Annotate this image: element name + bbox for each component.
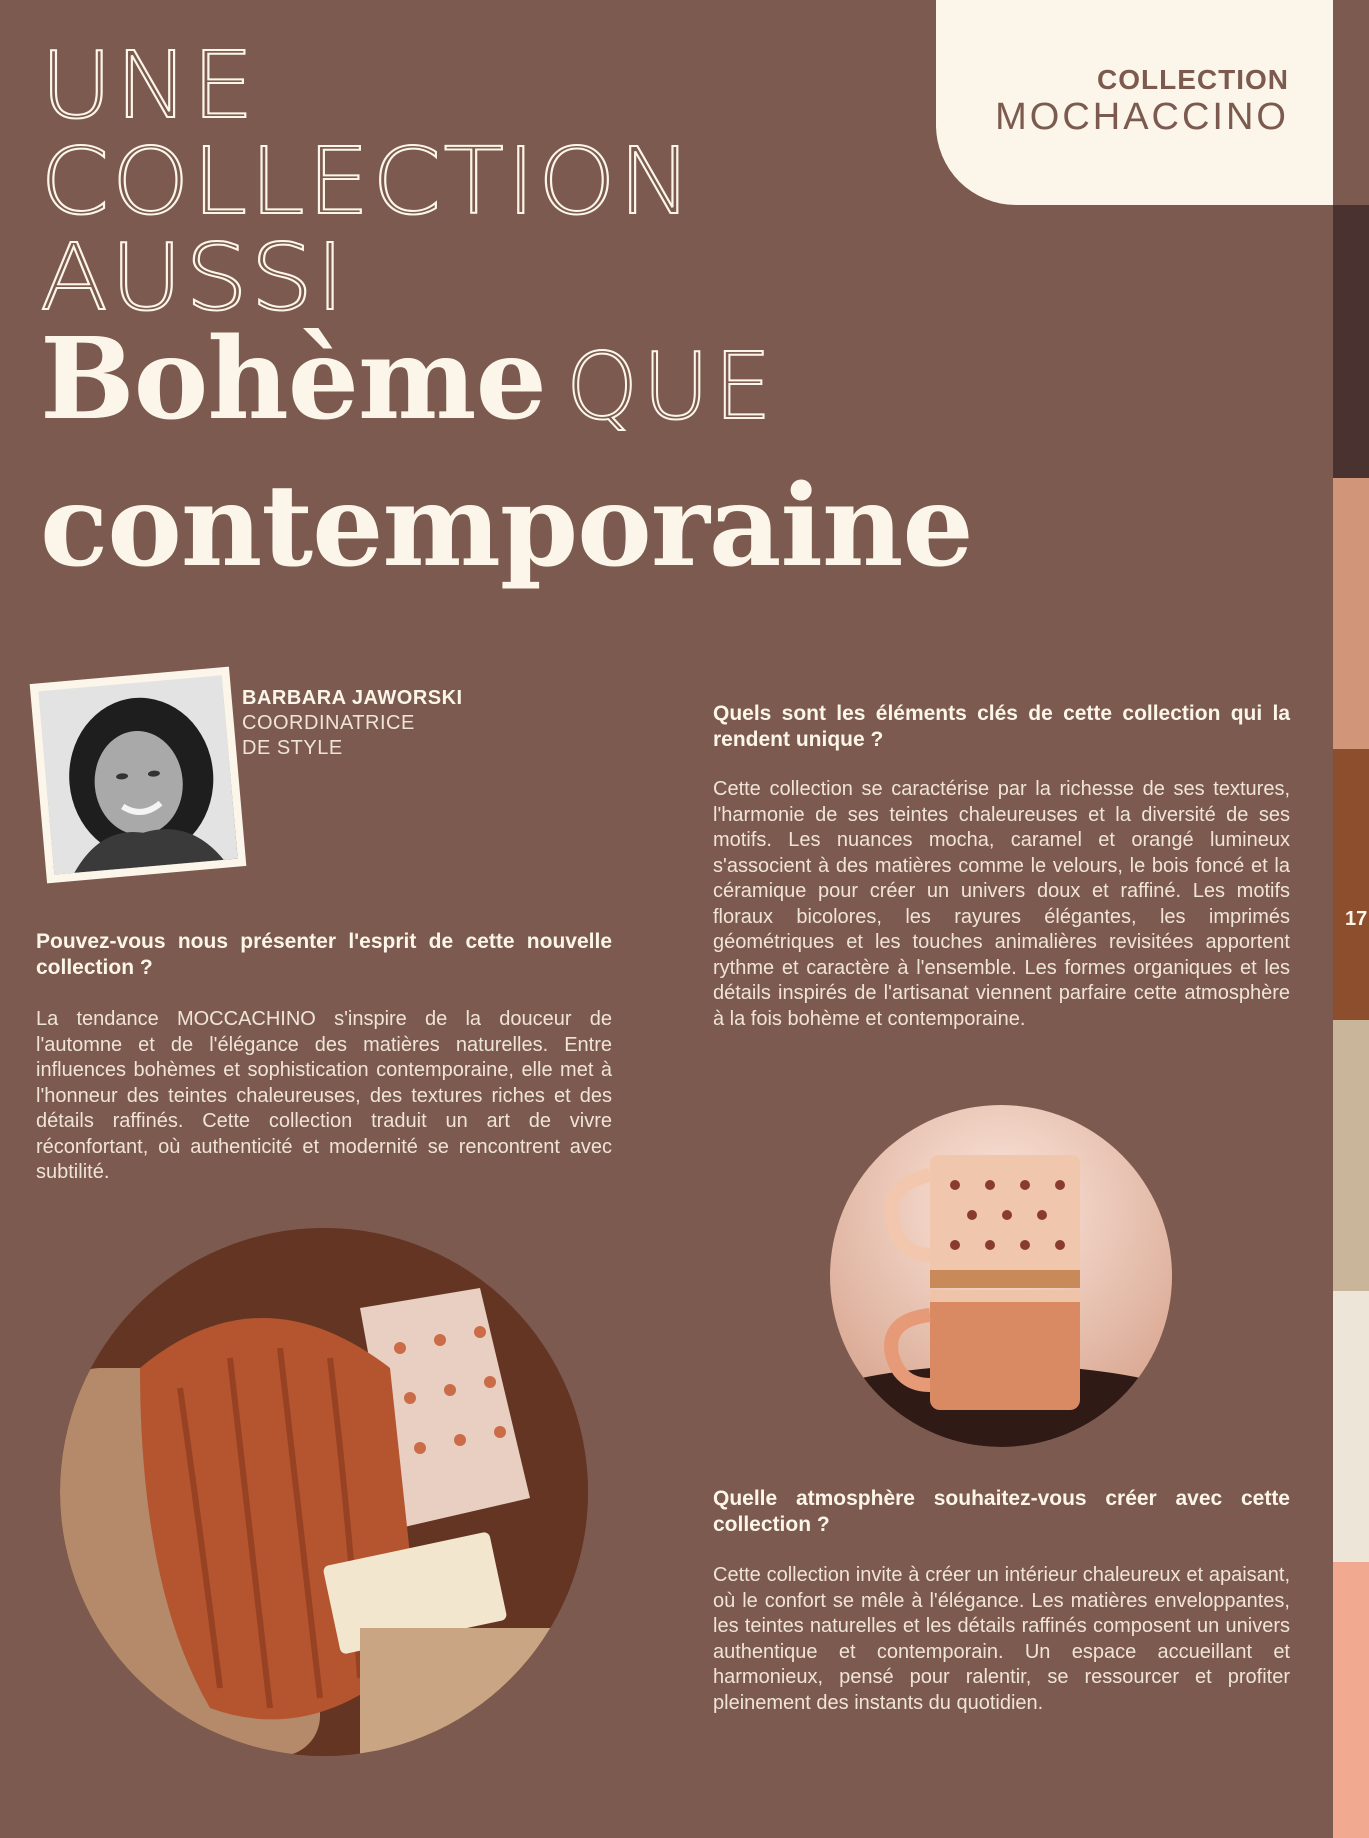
headline-bold-2: contemporaine	[40, 461, 973, 592]
question-2: Quels sont les éléments clés de cette collection qui la rendent unique ?	[713, 702, 1290, 751]
page-number: 17	[1345, 908, 1368, 930]
question-3: Quelle atmosphère souhaitez-vous créer avec cette collection ?	[713, 1487, 1290, 1536]
mugs-photo	[830, 1105, 1172, 1447]
swatch-4	[1333, 1020, 1369, 1291]
blanket-photo	[60, 1228, 588, 1756]
swatch-5	[1333, 1291, 1369, 1562]
author-role-line-2: DE STYLE	[242, 737, 343, 759]
author-photo-frame	[30, 667, 247, 884]
author-photo	[38, 675, 237, 874]
headline-bold-1: Bohème	[40, 314, 546, 445]
answer-1: La tendance MOCCACHINO s'inspire de la douceur de l'automne et de l'élégance des matières naturelles. Entre influences bohèmes et sophistication contemporaine, elle met à l'honneur des teintes chaleureuses, des textures riches et des détails raffinés. Cette collection traduit un art de vivre réconfortant, où authenticité et modernité se rencontrent avec subtilité.	[36, 1008, 612, 1183]
answer-2: Cette collection se caractérise par la richesse de ses textures, l'harmonie de ses teintes chaleureuses et la diversité de ses motifs. Les nuances mocha, caramel et orangé lumineux s'associent à des matières comme le velours, le bois foncé et la céramique pour créer un univers doux et raffiné. Les motifs floraux bicolores, les rayures élégantes, les imprimés géométriques et les touches animalières revisitées apportent rythme et caractère à l'ensemble. Les formes organiques et les détails inspirés de l'artisanat viennent parfaire cette atmosphère à la fois bohème et contemporaine.	[713, 778, 1290, 1030]
author-role-line-1: COORDINATRICE	[242, 712, 415, 734]
collection-tab	[936, 0, 1333, 205]
headline-line-3: AUSSI	[40, 224, 347, 331]
headline-line-2: COLLECTION	[40, 128, 695, 235]
answer-3: Cette collection invite à créer un intérieur chaleureux et apaisant, où le confort se mêle à l'élégance. Les matières enveloppantes, les teintes naturelles et les détails raffinés composent un univers authentique et contemporain. Un espace accueillant et harmonieux, pensé pour ralentir, se ressourcer et profiter pleinement des instants du quotidien.	[713, 1564, 1290, 1714]
collection-label: COLLECTION	[1097, 64, 1289, 95]
color-swatch-strip	[1333, 205, 1369, 1838]
author-role	[242, 711, 442, 761]
headline-line-1: UNE	[40, 32, 257, 139]
swatch-3	[1333, 749, 1369, 1020]
swatch-1	[1333, 205, 1369, 478]
stacked-mugs-illustration	[830, 1105, 1172, 1447]
sofa-blanket-illustration	[60, 1228, 588, 1756]
headline	[40, 32, 973, 610]
question-1: Pouvez-vous nous présenter l'esprit de cette nouvelle collection ?	[36, 930, 612, 979]
swatch-6	[1333, 1562, 1369, 1838]
author-name: BARBARA JAWORSKI	[242, 687, 463, 709]
headline-connector: QUE	[565, 333, 776, 440]
swatch-2	[1333, 478, 1369, 749]
collection-name: MOCHACCINO	[995, 96, 1289, 138]
portrait-illustration	[38, 675, 237, 874]
